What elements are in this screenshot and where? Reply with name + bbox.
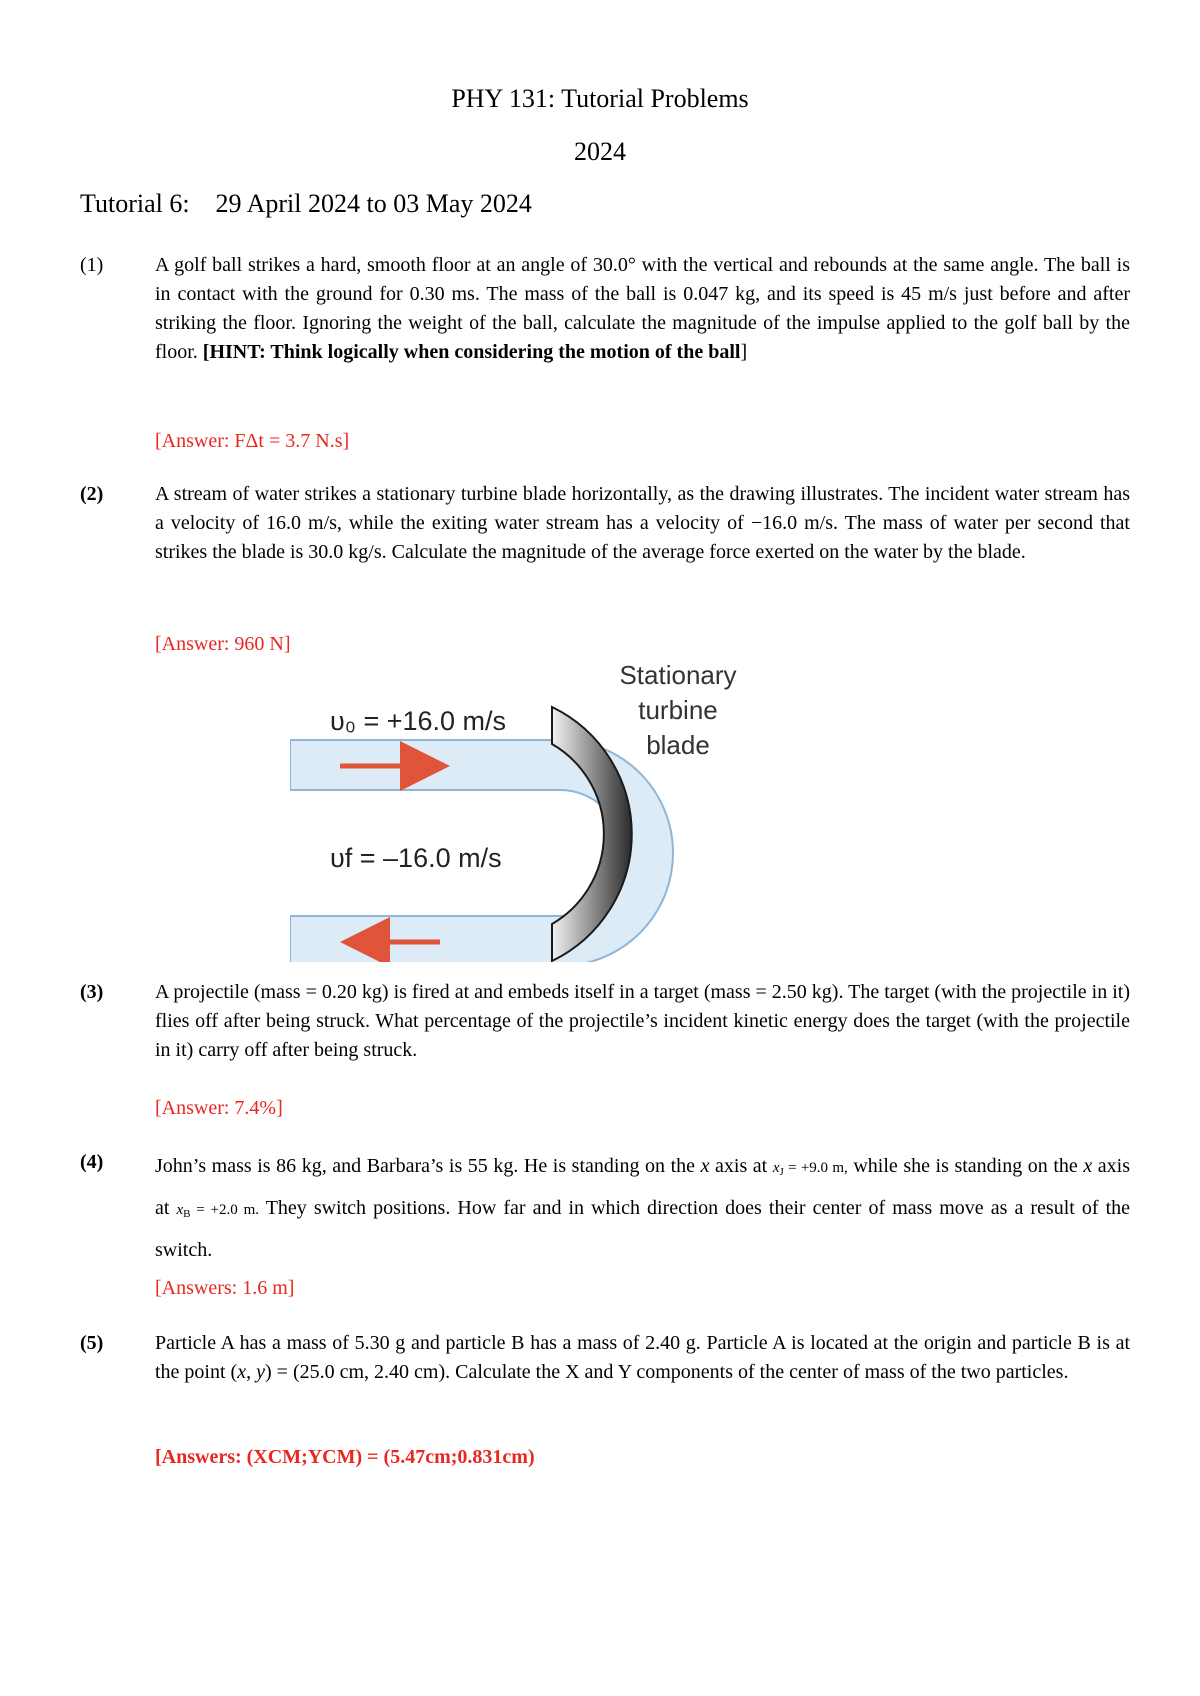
problem-text-part: axis at — [155, 1155, 1131, 1219]
problem-text-part: axis at — [709, 1155, 773, 1177]
problem-number: (2) — [80, 483, 104, 505]
turbine-diagram — [290, 662, 830, 962]
math-var: x — [772, 1160, 780, 1176]
problem-number: (1) — [80, 254, 104, 276]
problem-hint-end: ] — [740, 341, 748, 363]
math-value: = +9.0 m, — [783, 1160, 848, 1176]
label-v0: υ₀ = +16.0 m/s — [330, 706, 507, 736]
math-value: = +2.0 m. — [190, 1202, 259, 1218]
turbine-figure — [290, 662, 830, 962]
math-sub: J — [779, 1166, 784, 1178]
problem-hint: [HINT: Think logically when considering the motion of the ball — [202, 341, 741, 363]
problem-text-part: John’s mass is 86 kg, and Barbara’s is 55 kg. He is standing on the — [155, 1155, 701, 1177]
problem-5 — [80, 1329, 1130, 1419]
position-barbara — [176, 1202, 259, 1218]
problem-text-part: ) = (25.0 cm, 2.40 cm). Calculate the X and Y components of the center of mass of the two particles. — [265, 1361, 1069, 1383]
problem-text-part: , — [246, 1361, 257, 1383]
page-title: PHY 131: Tutorial Problems — [451, 84, 749, 113]
blade-label-1: Stationary — [619, 662, 737, 690]
answer-3: [Answer: 7.4%] — [155, 1097, 283, 1119]
math-var: y — [256, 1361, 265, 1383]
problem-body: A golf ball strikes a hard, smooth floor at an angle of 30.0° with the vertical and rebounds at the same angle. The ball is in contact with the ground for 0.30 ms. The mass of the ball is 0.047 kg, and its speed is 45 m/s just before and after striking the floor. Ignoring the weight of the ball, calculate the magnitude of the impulse applied to the golf ball by the floor. — [155, 254, 1130, 363]
problem-1 — [80, 251, 1130, 363]
answer-5: [Answers: (XCM;YCM) = (5.47cm;0.831cm) — [155, 1446, 535, 1468]
answer-4: [Answers: 1.6 m] — [155, 1277, 295, 1299]
math-var: x — [237, 1361, 247, 1383]
problem-text — [155, 1148, 1130, 1268]
answer-1: [Answer: FΔt = 3.7 N.s] — [155, 430, 350, 452]
problem-text-part: while she is standing on the — [847, 1155, 1084, 1177]
label-vf: υf = –16.0 m/s — [330, 843, 502, 873]
problem-text-part: They switch positions. How far and in which direction does their center of mass move as a result of the switch. — [155, 1197, 1130, 1261]
problem-number: (5) — [80, 1332, 104, 1354]
problem-4 — [80, 1148, 1131, 1261]
problem-text: A stream of water strikes a stationary turbine blade horizontally, as the drawing illustrates. The incident water stream has a velocity of 16.0 m/s, while the exiting water stream has a velocity of −16.0 m/s. The mass of water per second that strikes the blade is 30.0 kg/s. Calculate the magnitude of the average force exerted on the water by the blade. — [155, 483, 1130, 563]
axis-variable: x — [700, 1155, 710, 1177]
tutorial-heading: Tutorial 6: 29 April 2024 to 03 May 2024 — [80, 189, 532, 218]
problem-text: A projectile (mass = 0.20 kg) is fired at and embeds itself in a target (mass = 2.50 kg). The target (with the projectile in it) flies off after being struck. What percentage of the projectile’s incident kinetic energy does the target (with the projectile in it) carry off after being struck. — [155, 981, 1130, 1061]
problem-text — [155, 251, 1130, 367]
axis-variable: x — [1083, 1155, 1093, 1177]
blade-label-3: blade — [646, 730, 710, 760]
page-year: 2024 — [574, 137, 626, 166]
problem-text — [155, 1329, 1130, 1387]
math-var: x — [176, 1202, 184, 1218]
problem-number: (4) — [80, 1151, 104, 1173]
problem-3 — [80, 978, 1130, 1068]
problem-2 — [80, 480, 1130, 600]
math-sub: B — [183, 1208, 191, 1220]
problem-number: (3) — [80, 981, 104, 1003]
position-john — [773, 1160, 848, 1176]
blade-label-2: turbine — [638, 695, 718, 725]
answer-2: [Answer: 960 N] — [155, 633, 291, 655]
problem-text-part: Particle A has a mass of 5.30 g and particle B has a mass of 2.40 g. Particle A is located at the origin and particle B is at the point ( — [155, 1332, 1130, 1383]
